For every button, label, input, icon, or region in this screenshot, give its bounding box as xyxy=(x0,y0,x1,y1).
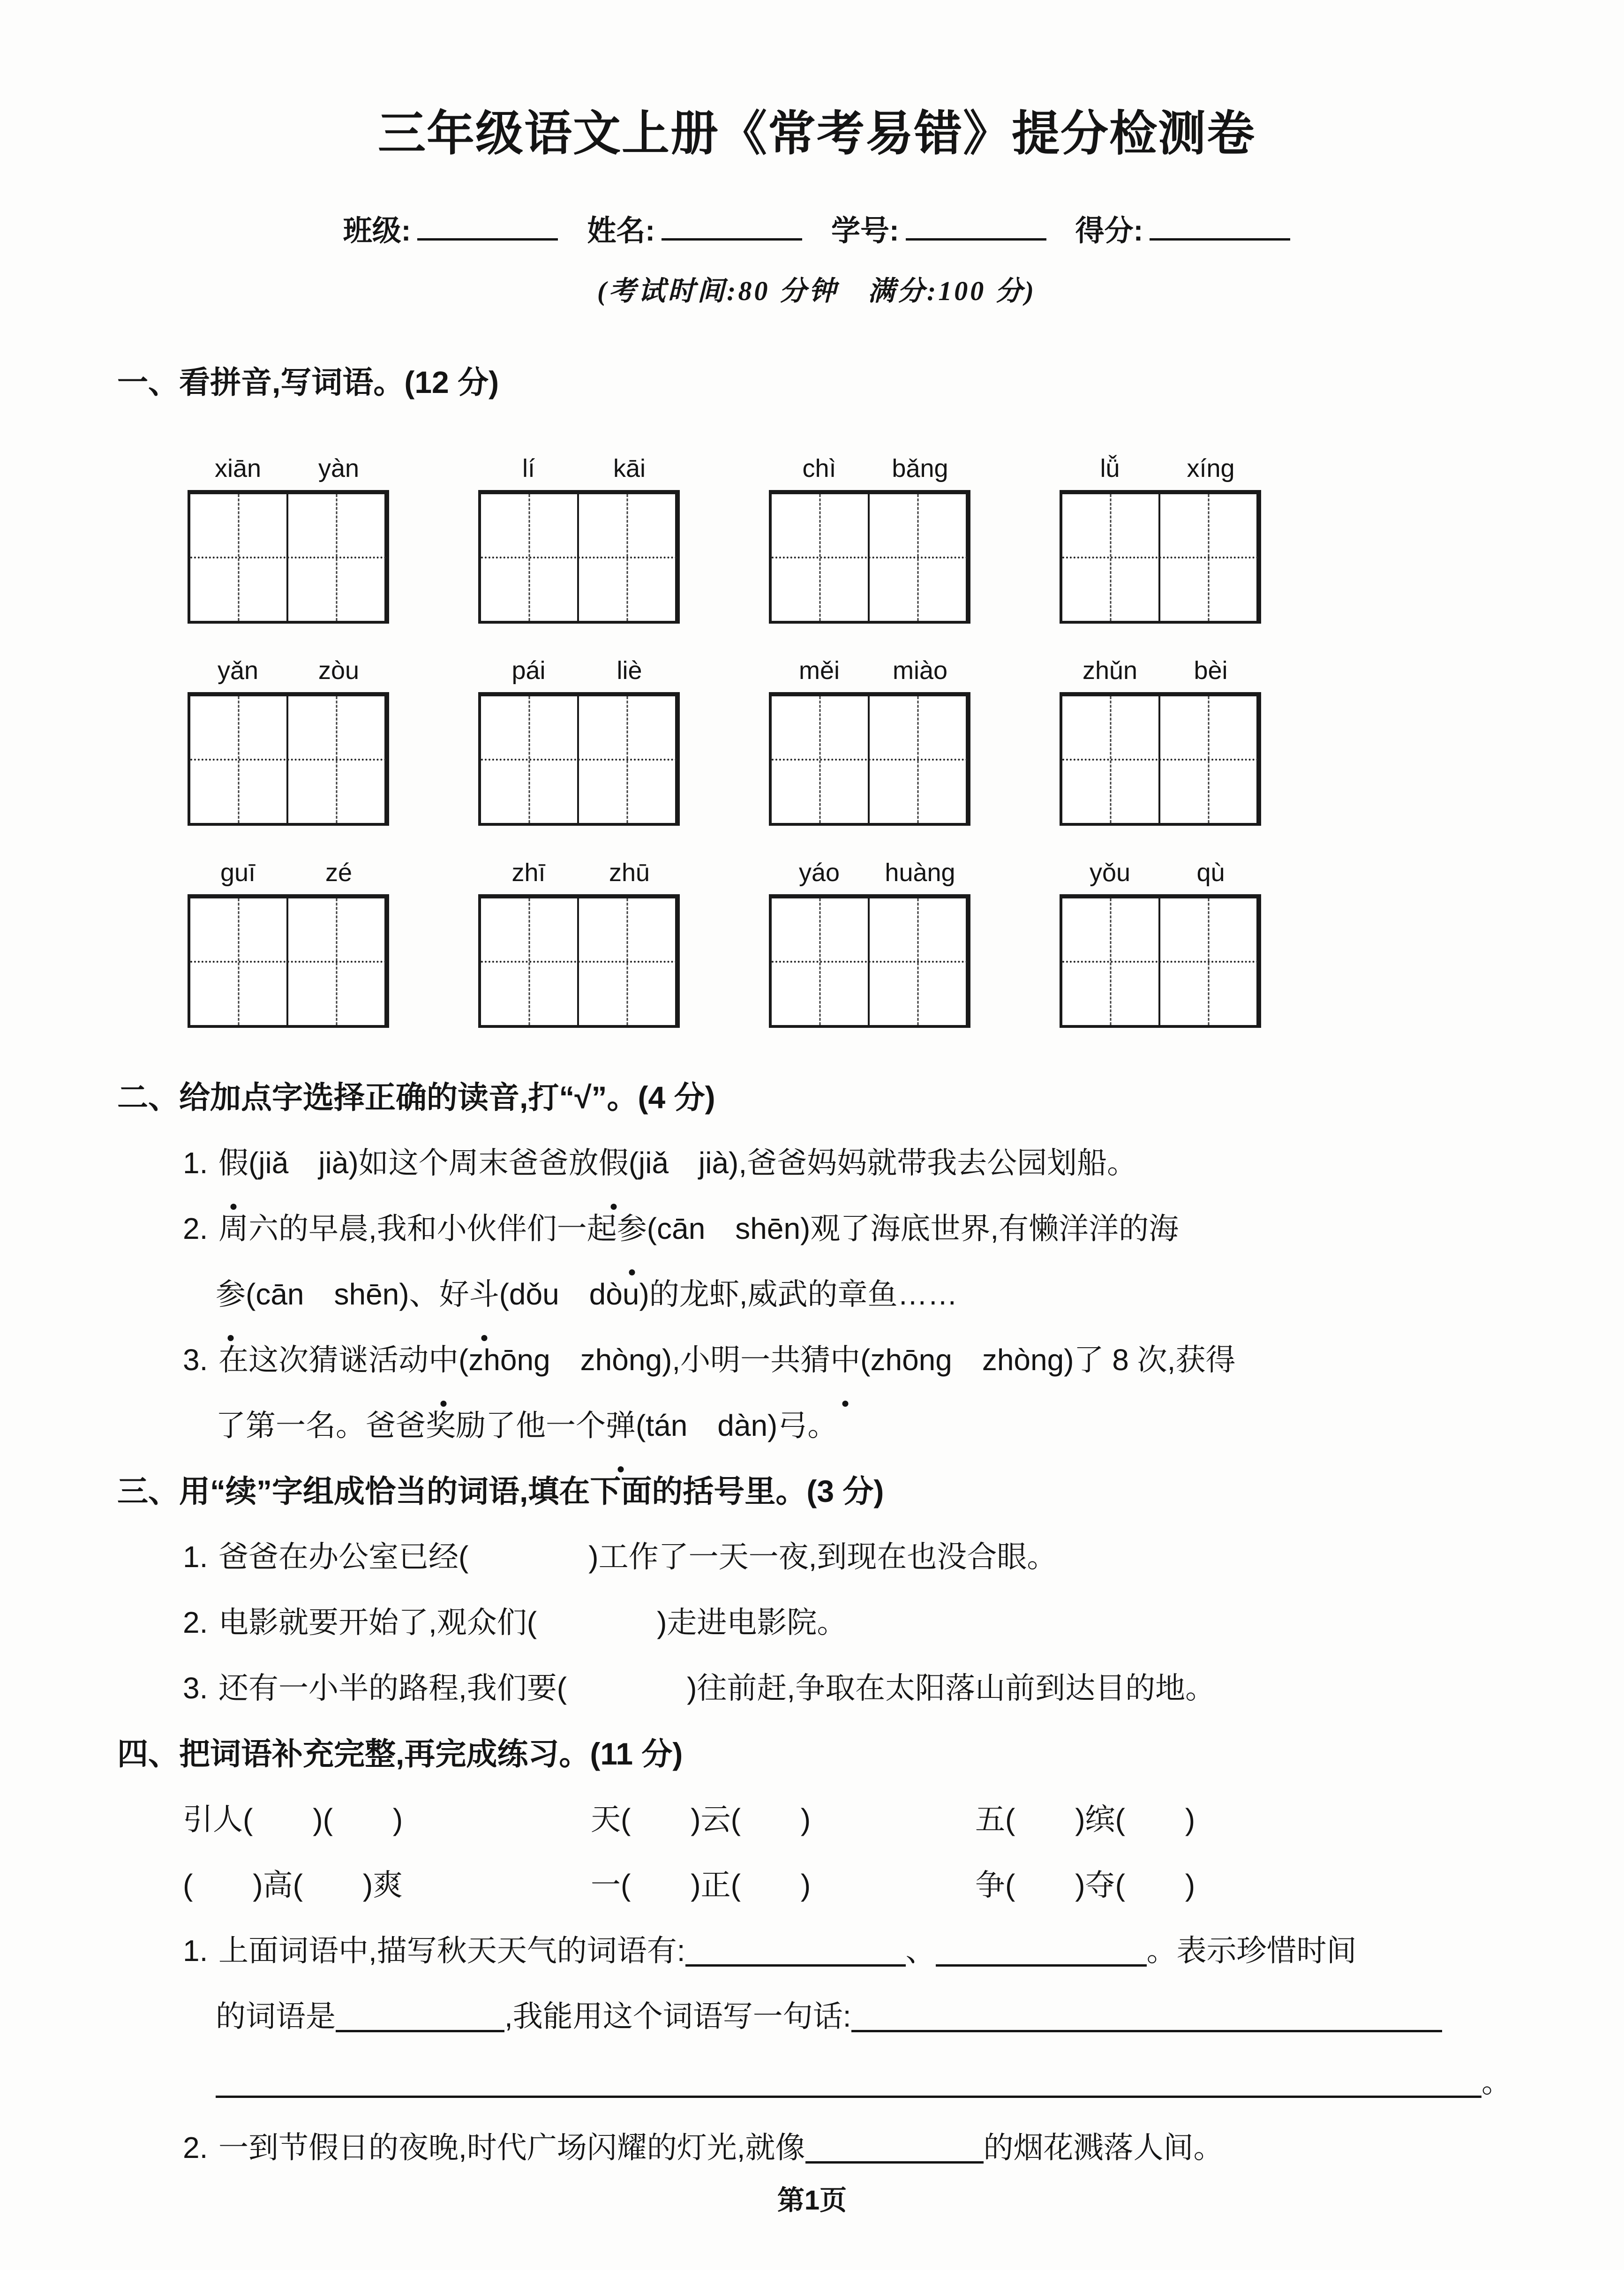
section4-heading: 四、把词语补充完整,再完成练习。(11 分) xyxy=(117,1736,683,1771)
pinyin-syllable: yǎn xyxy=(217,656,259,685)
pinyin-labels xyxy=(478,655,680,686)
student-number-blank xyxy=(906,238,1046,241)
pinyin-word-group xyxy=(769,655,970,826)
pinyin-syllable: bǎng xyxy=(892,454,948,483)
word-blank-phrase: 引人( )( ) xyxy=(183,1802,403,1836)
character-writing-grid xyxy=(188,490,389,624)
fill-in-blank xyxy=(805,2161,984,2164)
item-number: 2. xyxy=(183,1212,208,1245)
section2-item-2-continuation xyxy=(117,1261,1516,1327)
word-blank-phrase: 天( )云( ) xyxy=(591,1802,811,1836)
text-segment: (jiǎ jià),爸爸妈妈就带我去公园划船。 xyxy=(628,1146,1137,1180)
item-number: 1. xyxy=(183,1540,208,1574)
item-number: 1. xyxy=(183,1934,208,1968)
pinyin-word-group xyxy=(478,857,680,1028)
pinyin-labels xyxy=(188,655,389,686)
question-body xyxy=(117,1064,1516,2180)
text-segment: 、 xyxy=(905,1934,936,1968)
grid-midline xyxy=(481,557,677,558)
pinyin-syllable: chì xyxy=(802,454,836,483)
item-text xyxy=(218,1934,1357,1968)
pinyin-labels xyxy=(1060,857,1261,889)
item-text xyxy=(218,1212,1179,1245)
score-blank xyxy=(1150,238,1290,241)
pinyin-syllable: kāi xyxy=(613,454,646,483)
text-segment: (jiǎ jià)如这个周末爸爸放 xyxy=(248,1146,599,1180)
section3-item-1 xyxy=(117,1524,1516,1590)
pinyin-syllable: zé xyxy=(325,859,353,887)
word-blank-phrase: ( )高( )爽 xyxy=(183,1868,403,1902)
section2-item-3 xyxy=(117,1327,1516,1393)
text-segment: 。 xyxy=(1481,2065,1511,2099)
section4-item-1-continuation xyxy=(117,1983,1516,2049)
info-field-student-number xyxy=(831,214,1046,248)
dotted-character: 中 xyxy=(830,1327,860,1393)
pinyin-word-group xyxy=(478,452,680,624)
item-number: 3. xyxy=(183,1671,208,1705)
class-blank xyxy=(417,238,558,241)
pinyin-syllable: zhū xyxy=(609,859,650,887)
text-segment: (cān shēn)观了海底世界,有懒洋洋的海 xyxy=(647,1212,1179,1245)
dotted-character: 弹 xyxy=(606,1393,636,1458)
section4-item-2 xyxy=(117,2115,1516,2180)
pinyin-word-group xyxy=(769,857,970,1028)
name-blank xyxy=(662,238,802,241)
text-segment: 上面词语中,描写秋天天气的词语有: xyxy=(218,1934,685,1968)
section3-item-3 xyxy=(117,1655,1516,1721)
grid-midline xyxy=(772,557,968,558)
pinyin-syllable: lǚ xyxy=(1100,454,1120,483)
character-writing-grid xyxy=(769,692,970,826)
pinyin-labels xyxy=(769,452,970,484)
section3-heading: 三、用“续”字组成恰当的词语,填在下面的括号里。(3 分) xyxy=(117,1474,884,1508)
section1-heading: 一、看拼音,写词语。(12 分) xyxy=(117,365,499,400)
pinyin-syllable: yàn xyxy=(318,454,360,483)
section4-item-1-answer-line xyxy=(117,2049,1516,2115)
pinyin-syllable: yáo xyxy=(798,859,840,887)
item-text: 爸爸在办公室已经( )工作了一天一夜,到现在也没合眼。 xyxy=(218,1540,1057,1574)
dotted-character: 参 xyxy=(617,1196,647,1261)
pinyin-word-group xyxy=(1060,655,1261,826)
text-segment: (cān shēn)、好 xyxy=(246,1277,469,1311)
pinyin-word-group xyxy=(188,655,389,826)
pinyin-labels xyxy=(1060,452,1261,484)
grid-midline xyxy=(190,961,386,963)
text-segment: 的烟花溅落人间。 xyxy=(983,2131,1224,2164)
pinyin-writing-area xyxy=(117,452,1516,1028)
pinyin-grid-row xyxy=(188,655,1516,826)
class-label: 班级: xyxy=(343,215,411,247)
grid-midline xyxy=(772,961,968,963)
fill-in-blank xyxy=(936,1964,1147,1967)
dotted-character: 斗 xyxy=(469,1261,499,1327)
info-field-class xyxy=(343,214,558,248)
character-writing-grid xyxy=(769,894,970,1028)
grid-midline xyxy=(1062,557,1258,558)
pinyin-syllable: huàng xyxy=(885,859,955,887)
character-writing-grid xyxy=(1060,692,1261,826)
exam-time-note: (考试时间:80 分钟 满分:100 分) xyxy=(597,276,1037,306)
pinyin-labels xyxy=(1060,655,1261,686)
pinyin-syllable: xiān xyxy=(214,454,262,483)
dotted-character: 假 xyxy=(599,1130,629,1196)
pinyin-word-group xyxy=(1060,857,1261,1028)
pinyin-syllable: zhǔn xyxy=(1082,656,1138,685)
word-blank-phrase: 一( )正( ) xyxy=(591,1868,811,1902)
text-segment: (tán dàn)弓。 xyxy=(636,1409,838,1442)
student-info-row xyxy=(117,214,1516,248)
item-number: 2. xyxy=(183,2131,208,2164)
pinyin-syllable: zòu xyxy=(318,656,360,685)
grid-midline xyxy=(190,759,386,761)
pinyin-word-group xyxy=(478,655,680,826)
pinyin-syllable: miào xyxy=(892,656,948,685)
pinyin-labels xyxy=(188,452,389,484)
character-writing-grid xyxy=(478,490,680,624)
section3-item-2 xyxy=(117,1590,1516,1655)
text-segment: 周六的早晨,我和小伙伴们一起 xyxy=(218,1212,617,1245)
grid-midline xyxy=(481,961,677,963)
pinyin-labels xyxy=(769,857,970,889)
grid-midline xyxy=(772,759,968,761)
paper-title: 三年级语文上册《常考易错》提分检测卷 xyxy=(378,107,1256,160)
pinyin-word-group xyxy=(188,857,389,1028)
item-text xyxy=(218,1146,1137,1180)
section4-word-row-1 xyxy=(117,1787,1516,1852)
pinyin-labels xyxy=(478,452,680,484)
text-segment: 。表示珍惜时间 xyxy=(1146,1934,1357,1968)
pinyin-syllable: qù xyxy=(1196,859,1225,887)
section2-item-1 xyxy=(117,1130,1516,1196)
pinyin-word-group xyxy=(769,452,970,624)
item-number: 3. xyxy=(183,1343,208,1377)
character-writing-grid xyxy=(769,490,970,624)
text-segment: 的词语是 xyxy=(216,1999,336,2033)
dotted-character: 参 xyxy=(216,1261,246,1327)
item-text: 还有一小半的路程,我们要( )往前赶,争取在太阳落山前到达目的地。 xyxy=(218,1671,1216,1705)
grid-midline xyxy=(1062,961,1258,963)
text-segment: 一到节假日的夜晚,时代广场闪耀的灯光,就像 xyxy=(218,2131,805,2164)
item-text xyxy=(218,2131,1224,2164)
dotted-character: 中 xyxy=(429,1327,459,1393)
character-writing-grid xyxy=(1060,490,1261,624)
text-segment: (dǒu dòu)的龙虾,威武的章鱼…… xyxy=(499,1277,958,1311)
grid-midline xyxy=(1062,759,1258,761)
item-text xyxy=(218,1343,1235,1377)
fill-in-blank xyxy=(216,2096,1481,2098)
text-segment: (zhōng zhòng)了 8 次,获得 xyxy=(860,1343,1236,1377)
fill-in-blank xyxy=(685,1964,906,1967)
pinyin-labels xyxy=(769,655,970,686)
character-writing-grid xyxy=(478,894,680,1028)
pinyin-syllable: zhī xyxy=(511,859,546,887)
pinyin-syllable: pái xyxy=(511,656,546,685)
section4-item-1 xyxy=(117,1918,1516,1983)
pinyin-labels xyxy=(478,857,680,889)
pinyin-syllable: měi xyxy=(798,656,840,685)
text-segment: ,我能用这个词语写一句话: xyxy=(504,1999,851,2033)
section2-item-3-continuation xyxy=(117,1393,1516,1458)
student-number-label: 学号: xyxy=(831,215,899,247)
fill-in-blank xyxy=(336,2030,504,2032)
character-writing-grid xyxy=(188,894,389,1028)
section2-heading: 二、给加点字选择正确的读音,打“√”。(4 分) xyxy=(117,1080,715,1115)
item-number: 2. xyxy=(183,1606,208,1639)
item-number: 1. xyxy=(183,1146,208,1180)
grid-midline xyxy=(190,557,386,558)
character-writing-grid xyxy=(478,692,680,826)
name-label: 姓名: xyxy=(587,215,655,247)
score-label: 得分: xyxy=(1075,215,1143,247)
character-writing-grid xyxy=(188,692,389,826)
pinyin-syllable: xíng xyxy=(1187,454,1235,483)
pinyin-labels xyxy=(188,857,389,889)
text-segment: 在这次猜谜活动 xyxy=(218,1343,429,1377)
pinyin-word-group xyxy=(188,452,389,624)
pinyin-syllable: guī xyxy=(220,859,256,887)
pinyin-word-group xyxy=(1060,452,1261,624)
info-field-score xyxy=(1075,214,1291,248)
dotted-character: 假 xyxy=(218,1130,248,1196)
word-blank-phrase: 五( )缤( ) xyxy=(975,1802,1195,1836)
character-writing-grid xyxy=(1060,894,1261,1028)
grid-midline xyxy=(481,759,677,761)
text-segment: 了第一名。爸爸奖励了他一个 xyxy=(216,1409,606,1442)
pinyin-grid-row xyxy=(188,857,1516,1028)
section4-word-row-2 xyxy=(117,1852,1516,1918)
info-field-name xyxy=(587,214,802,248)
pinyin-syllable: liè xyxy=(617,656,642,685)
pinyin-syllable: lí xyxy=(522,454,535,483)
page-number: 第1页 xyxy=(777,2185,847,2216)
pinyin-grid-row xyxy=(188,452,1516,624)
word-blank-phrase: 争( )夺( ) xyxy=(975,1868,1195,1902)
pinyin-syllable: bèi xyxy=(1194,656,1228,685)
fill-in-blank xyxy=(851,2030,1442,2032)
pinyin-syllable: yǒu xyxy=(1089,859,1131,887)
item-text: 电影就要开始了,观众们( )走进电影院。 xyxy=(218,1606,847,1639)
section2-item-2 xyxy=(117,1196,1516,1261)
text-segment: (zhōng zhòng),小明一共猜 xyxy=(459,1343,831,1377)
